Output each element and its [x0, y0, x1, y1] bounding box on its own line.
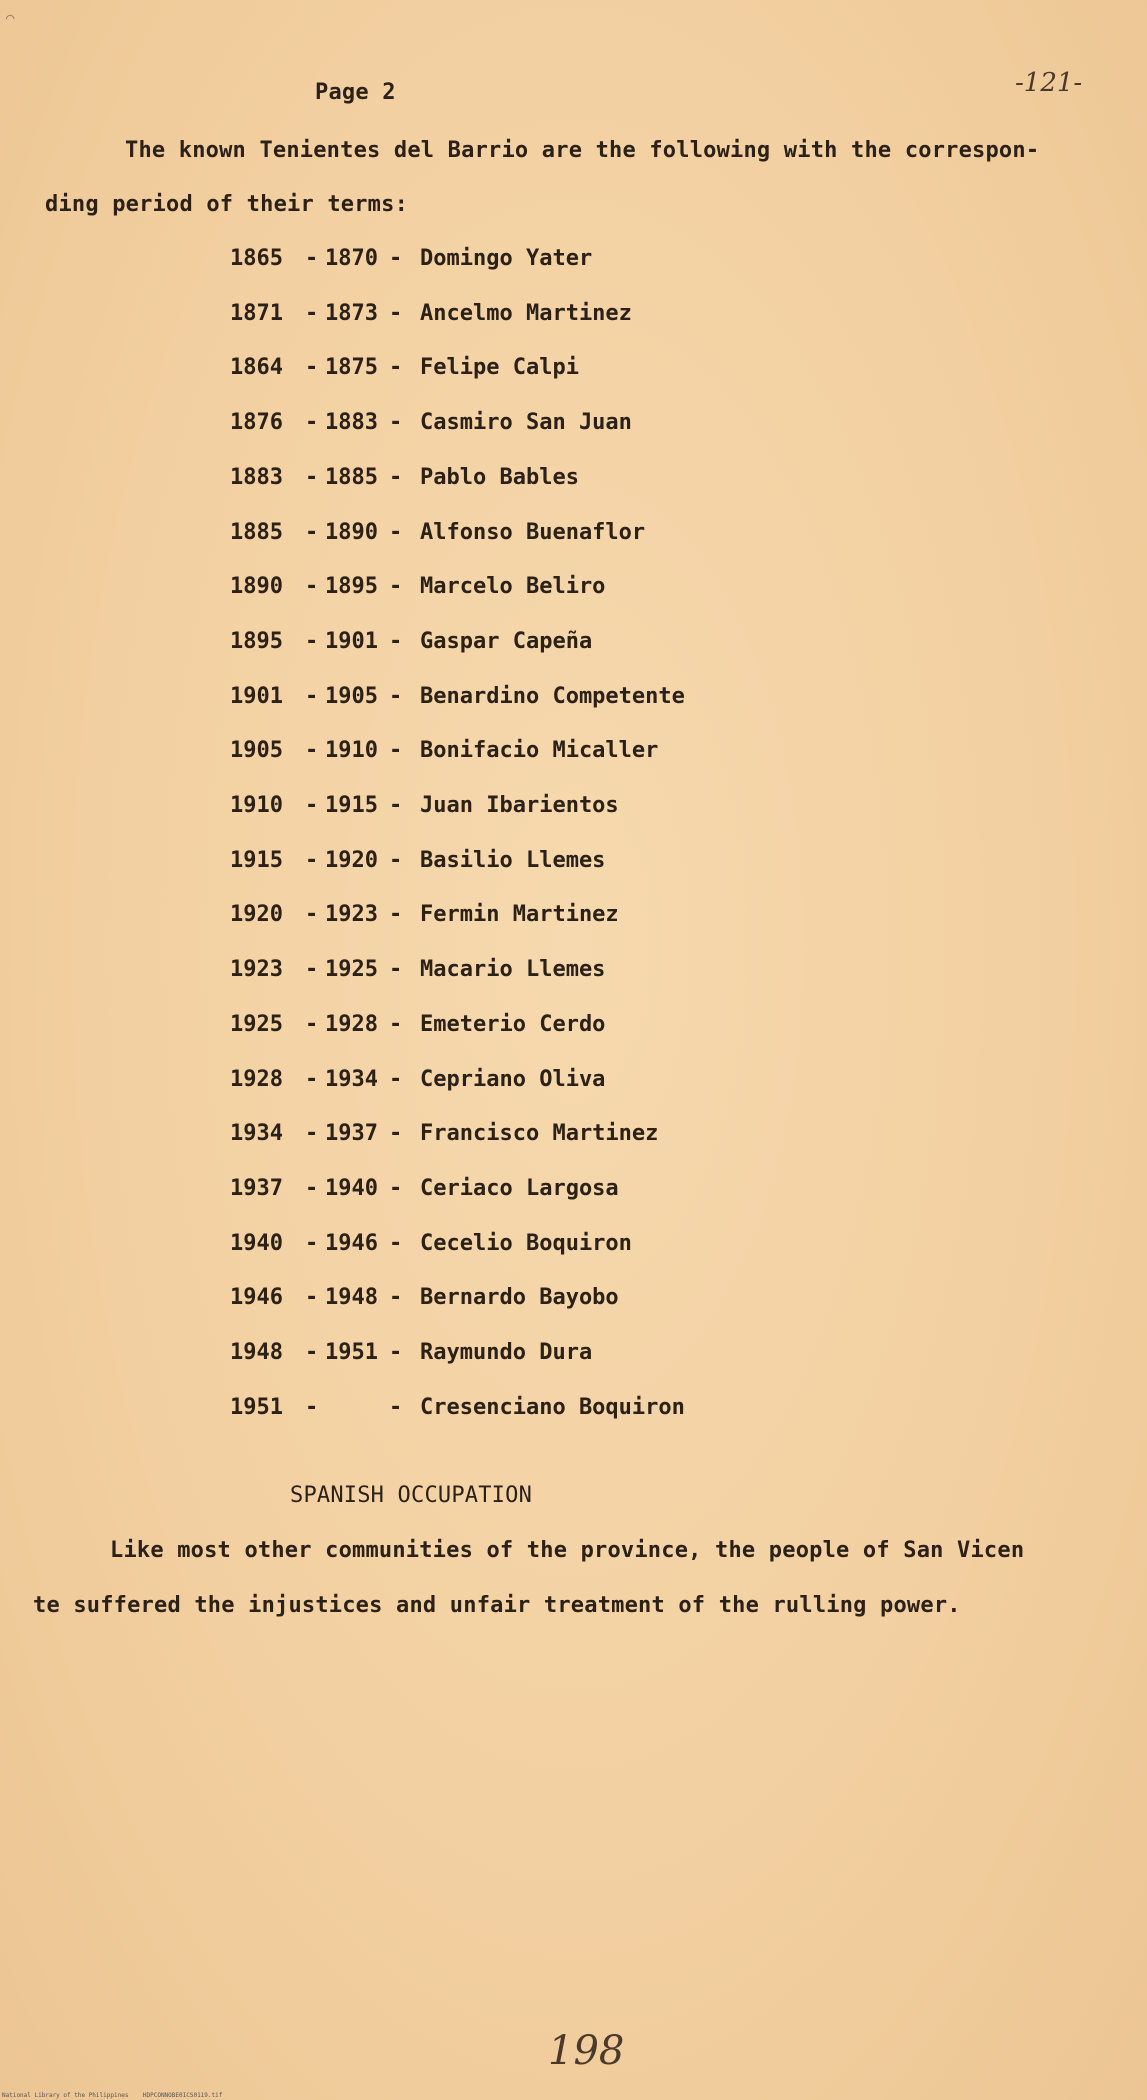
term-start-year: 1948 [230, 1340, 283, 1365]
term-start-year: 1876 [230, 410, 283, 436]
teniente-name: Basilio Llemes [420, 847, 606, 873]
term-end-year: 1910 [325, 738, 378, 764]
teniente-name: Benardino Competente [420, 683, 685, 709]
dash-separator: - [389, 1285, 403, 1311]
teniente-name: Ceriaco Largosa [420, 1175, 619, 1201]
term-end-year: 1948 [325, 1285, 378, 1311]
dash-separator: - [389, 1394, 403, 1420]
teniente-name: Pablo Bables [420, 464, 579, 490]
teniente-name: Alfonso Buenaflor [420, 519, 646, 545]
spanish-line-2: te suffered the injustices and unfair treatment of the rulling power. [33, 1593, 961, 1618]
term-start-year: 1925 [230, 1011, 283, 1037]
term-start-year: 1920 [230, 902, 283, 928]
dash-separator: - [305, 957, 319, 983]
term-start-year: 1937 [230, 1175, 283, 1201]
term-start-year: 1923 [230, 957, 283, 983]
dash-separator: - [305, 1175, 319, 1201]
teniente-row [0, 1176, 1147, 1206]
term-end-year: 1885 [325, 464, 378, 490]
intro-line-1: The known Tenientes del Barrio are the following with the correspon- [125, 138, 1040, 163]
term-end-year: 1905 [325, 683, 378, 709]
dash-separator: - [305, 628, 319, 654]
page-label: Page 2 [315, 80, 396, 105]
dash-separator: - [389, 957, 403, 983]
intro-line-2: ding period of their terms: [45, 192, 409, 217]
teniente-row [0, 629, 1147, 659]
handwritten-page-number: -121- [1015, 68, 1083, 98]
term-start-year: 1951 [230, 1394, 283, 1420]
term-start-year: 1890 [230, 574, 283, 600]
teniente-name: Juan Ibarientos [420, 793, 619, 818]
term-start-year: 1905 [230, 738, 283, 764]
corner-smudge-icon: ⌒ [6, 10, 15, 26]
dash-separator: - [389, 793, 403, 818]
term-start-year: 1910 [230, 793, 283, 818]
teniente-name: Bernardo Bayobo [420, 1285, 619, 1311]
teniente-name: Cecelio Boquiron [420, 1230, 632, 1256]
term-end-year: 1925 [325, 957, 378, 983]
term-end-year: 1875 [325, 355, 378, 381]
dash-separator: - [389, 1011, 403, 1037]
teniente-row [0, 301, 1147, 331]
dash-separator: - [389, 683, 403, 709]
teniente-name: Macario Llemes [420, 957, 606, 983]
term-start-year: 1895 [230, 628, 283, 654]
term-end-year: 1873 [325, 300, 378, 326]
dash-separator: - [305, 246, 319, 271]
dash-separator: - [305, 902, 319, 928]
teniente-row [0, 465, 1147, 495]
dash-separator: - [389, 1066, 403, 1092]
term-start-year: 1946 [230, 1285, 283, 1311]
term-start-year: 1934 [230, 1121, 283, 1147]
teniente-row [0, 1067, 1147, 1097]
term-end-year: 1934 [325, 1066, 378, 1092]
dash-separator: - [305, 1340, 319, 1365]
term-end-year: 1895 [325, 574, 378, 600]
dash-separator: - [389, 574, 403, 600]
spanish-line-1: Like most other communities of the province, the people of San Vicen [110, 1538, 1025, 1563]
teniente-name: Casmiro San Juan [420, 410, 632, 436]
term-start-year: 1883 [230, 464, 283, 490]
teniente-row [0, 1285, 1147, 1315]
dash-separator: - [389, 410, 403, 436]
teniente-name: Ancelmo Martinez [420, 300, 632, 326]
dash-separator: - [305, 519, 319, 545]
teniente-name: Fermin Martinez [420, 902, 619, 928]
teniente-row [0, 1012, 1147, 1042]
teniente-name: Felipe Calpi [420, 355, 579, 381]
dash-separator: - [305, 355, 319, 381]
dash-separator: - [305, 300, 319, 326]
dash-separator: - [305, 1011, 319, 1037]
teniente-row [0, 1395, 1147, 1425]
archive-footer-stamp: National Library of the Philippines HDPCONNOBE0ICS0119.tif [2, 2092, 223, 2099]
teniente-row [0, 574, 1147, 604]
dash-separator: - [389, 464, 403, 490]
teniente-row [0, 793, 1147, 823]
section-heading: SPANISH OCCUPATION [290, 1483, 533, 1508]
teniente-row [0, 848, 1147, 878]
term-start-year: 1885 [230, 519, 283, 545]
teniente-name: Cepriano Oliva [420, 1066, 606, 1092]
dash-separator: - [305, 683, 319, 709]
teniente-name: Cresenciano Boquiron [420, 1394, 685, 1420]
dash-separator: - [305, 793, 319, 818]
teniente-name: Gaspar Capeña [420, 628, 593, 654]
dash-separator: - [305, 1394, 319, 1420]
dash-separator: - [389, 1121, 403, 1147]
dash-separator: - [389, 902, 403, 928]
term-start-year: 1865 [230, 246, 283, 271]
term-start-year: 1915 [230, 847, 283, 873]
term-start-year: 1928 [230, 1066, 283, 1092]
teniente-row [0, 957, 1147, 987]
dash-separator: - [389, 355, 403, 381]
dash-separator: - [305, 1066, 319, 1092]
dash-separator: - [305, 1121, 319, 1147]
teniente-row [0, 1121, 1147, 1151]
dash-separator: - [389, 847, 403, 873]
term-start-year: 1871 [230, 300, 283, 326]
teniente-row [0, 355, 1147, 385]
teniente-name: Raymundo Dura [420, 1340, 593, 1365]
term-end-year: 1928 [325, 1011, 378, 1037]
teniente-name: Emeterio Cerdo [420, 1011, 606, 1037]
handwritten-bottom-number: 198 [548, 2028, 625, 2074]
teniente-row [0, 246, 1147, 276]
term-start-year: 1940 [230, 1230, 283, 1256]
dash-separator: - [305, 1230, 319, 1256]
dash-separator: - [389, 519, 403, 545]
teniente-row [0, 520, 1147, 550]
dash-separator: - [305, 847, 319, 873]
teniente-row [0, 902, 1147, 932]
teniente-name: Marcelo Beliro [420, 574, 606, 600]
dash-separator: - [389, 738, 403, 764]
term-start-year: 1901 [230, 683, 283, 709]
teniente-name: Francisco Martinez [420, 1121, 659, 1147]
term-end-year: 1937 [325, 1121, 378, 1147]
term-end-year: 1883 [325, 410, 378, 436]
dash-separator: - [389, 1340, 403, 1365]
term-end-year: 1946 [325, 1230, 378, 1256]
term-end-year: 1951 [325, 1340, 378, 1365]
term-end-year: 1940 [325, 1175, 378, 1201]
teniente-row [0, 1340, 1147, 1370]
teniente-row [0, 410, 1147, 440]
dash-separator: - [305, 410, 319, 436]
term-end-year: 1923 [325, 902, 378, 928]
dash-separator: - [305, 464, 319, 490]
dash-separator: - [389, 300, 403, 326]
teniente-row [0, 684, 1147, 714]
dash-separator: - [305, 1285, 319, 1311]
dash-separator: - [305, 738, 319, 764]
teniente-row [0, 738, 1147, 768]
term-end-year: 1901 [325, 628, 378, 654]
dash-separator: - [389, 1230, 403, 1256]
dash-separator: - [389, 628, 403, 654]
teniente-name: Domingo Yater [420, 246, 593, 271]
term-end-year: 1920 [325, 847, 378, 873]
teniente-row [0, 1231, 1147, 1261]
term-end-year: 1870 [325, 246, 378, 271]
dash-separator: - [389, 246, 403, 271]
term-end-year: 1915 [325, 793, 378, 818]
dash-separator: - [305, 574, 319, 600]
term-end-year: 1890 [325, 519, 378, 545]
dash-separator: - [389, 1175, 403, 1201]
term-start-year: 1864 [230, 355, 283, 381]
teniente-name: Bonifacio Micaller [420, 738, 659, 764]
